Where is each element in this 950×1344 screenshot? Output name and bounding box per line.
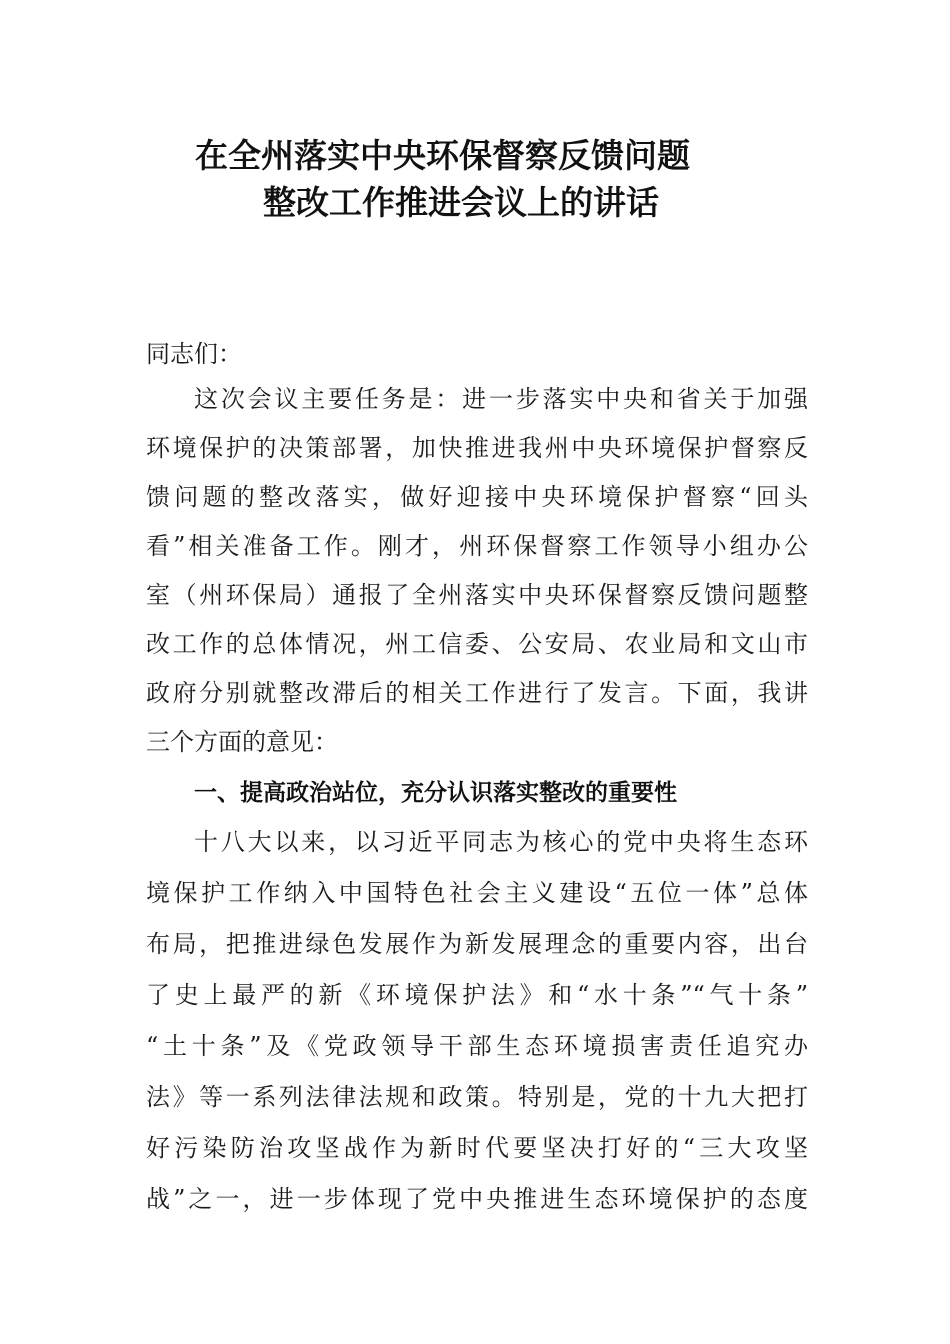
paragraph-1-line: 改工作的总体情况，州工信委、公安局、农业局和文山市	[146, 630, 808, 658]
paragraph-2-line: 了史上最严的新《环境保护法》和“水十条”“气十条”	[146, 981, 808, 1009]
paragraph-2-line: 布局，把推进绿色发展作为新发展理念的重要内容，出台	[146, 930, 808, 958]
paragraph-1-line: 看”相关准备工作。刚才，州环保督察工作领导小组办公	[146, 532, 808, 560]
paragraph-2-line: 境保护工作纳入中国特色社会主义建设“五位一体”总体	[146, 879, 808, 907]
paragraph-1-line: 室（州环保局）通报了全州落实中央环保督察反馈问题整	[146, 581, 808, 609]
paragraph-1-line: 政府分别就整改滞后的相关工作进行了发言。下面，我讲	[146, 679, 808, 707]
paragraph-2-line: “土十条”及《党政领导干部生态环境损害责任追究办	[146, 1032, 808, 1060]
paragraph-2-line: 好污染防治攻坚战作为新时代要坚决打好的“三大攻坚	[146, 1134, 808, 1162]
salutation: 同志们：	[146, 340, 242, 368]
paragraph-1-line: 三个方面的意见：	[146, 728, 338, 756]
document-title-line-2: 整改工作推进会议上的讲话	[263, 183, 659, 222]
paragraph-1-line: 环境保护的决策部署，加快推进我州中央环境保护督察反	[146, 434, 808, 462]
paragraph-2-line: 战”之一，进一步体现了党中央推进生态环境保护的态度	[146, 1185, 808, 1213]
paragraph-1-line: 馈问题的整改落实，做好迎接中央环境保护督察“回头	[146, 483, 808, 511]
section-heading: 一、提高政治站位，充分认识落实整改的重要性	[194, 780, 677, 806]
document-title-line-1: 在全州落实中央环保督察反馈问题	[195, 136, 690, 175]
paragraph-2-line: 法》等一系列法律法规和政策。特别是，党的十九大把打	[146, 1083, 808, 1111]
paragraph-1-line: 这次会议主要任务是：进一步落实中央和省关于加强	[194, 385, 808, 413]
paragraph-2-line: 十八大以来，以习近平同志为核心的党中央将生态环	[194, 828, 808, 856]
